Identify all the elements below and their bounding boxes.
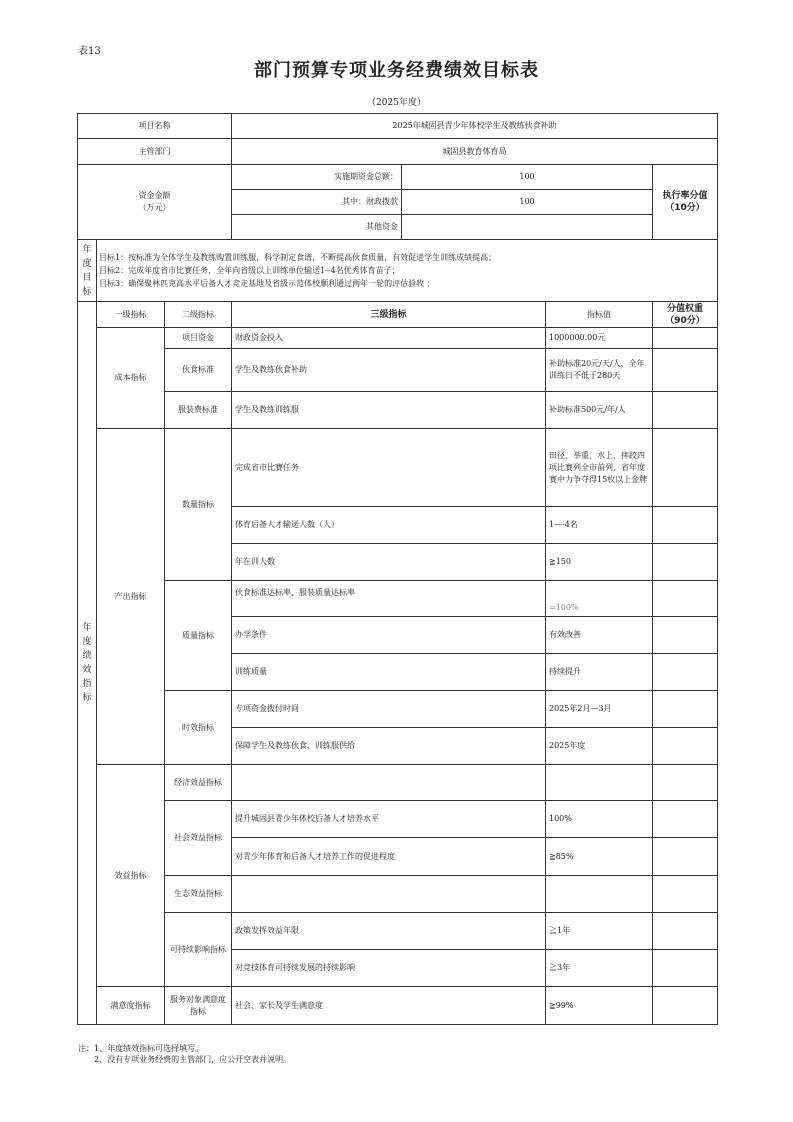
execution-score — [653, 165, 718, 240]
output-indicator-label: 产出指标 — [97, 429, 165, 765]
page-title: 部门预算专项业务经费绩效目标表 — [254, 60, 539, 81]
output-value: 田径、举重、水上、摔跤四项比赛列全市前列，省年度赛中力争夺得15枚以上金牌 — [546, 429, 653, 507]
output-l3: 伙食标准达标率、服装质量达标率 — [232, 581, 546, 617]
output-value: 持续提升 — [546, 654, 653, 691]
performance-target-table — [77, 113, 718, 1025]
output-weight — [653, 691, 718, 728]
department-value: 城固县教育体育局 — [232, 139, 718, 165]
satisfaction-weight — [653, 987, 718, 1025]
benefit-l3: 对青少年体育和后备人才培养工作的促进程度 — [232, 838, 546, 876]
economic-benefit-weight — [653, 765, 718, 801]
other-funds-value — [402, 215, 653, 240]
benefit-value: ≧1年 — [546, 913, 653, 950]
cost-l2: 服装费标准 — [165, 392, 232, 429]
fiscal-funds-value: 100 — [402, 190, 653, 215]
footnote-2: 2、没有专项业务经费的主管部门，应公开空表并说明。 — [94, 1055, 292, 1064]
benefit-weight — [653, 950, 718, 987]
output-value: 有效改善 — [546, 617, 653, 654]
output-weight — [653, 728, 718, 765]
benefit-value: ≧85% — [546, 838, 653, 876]
output-value: ≧150 — [546, 544, 653, 581]
output-value: 1—-4名 — [546, 507, 653, 544]
cost-indicator-label: 成本指标 — [97, 328, 165, 429]
execution-score-line1: 执行率分值 — [662, 191, 708, 201]
output-weight — [653, 581, 718, 617]
output-l3: 办学条件 — [232, 617, 546, 654]
satisfaction-value: ≧99% — [546, 987, 653, 1025]
output-weight — [653, 617, 718, 654]
output-weight — [653, 507, 718, 544]
total-funds-value: 100 — [402, 165, 653, 190]
benefit-indicator-label: 效益指标 — [97, 765, 165, 987]
output-l3: 保障学生及教练伙食、训练服供给 — [232, 728, 546, 765]
footnote-1: 注：1、年度绩效指标可选择填写。 — [78, 1044, 204, 1053]
header-weight — [653, 302, 718, 328]
economic-benefit-value — [546, 765, 653, 801]
footnotes — [78, 1043, 291, 1065]
output-weight — [653, 544, 718, 581]
header-level2: 二级指标 — [165, 302, 232, 328]
output-value: 2025年度 — [546, 728, 653, 765]
benefit-l3: 提升城固县青少年体校后备人才培养水平 — [232, 801, 546, 838]
sustainability-indicator-label: 可持续影响指标 — [165, 913, 232, 987]
cost-weight — [653, 328, 718, 349]
benefit-weight — [653, 838, 718, 876]
goal-1: 目标1：按标准为全体学生及教练购置训练服，科学制定食谱，不断提高伙食质量，有效促进学生训练成绩提高； — [99, 253, 497, 262]
annual-goals-label: 年度目标 — [78, 240, 97, 302]
satisfaction-indicator-label: 满意度指标 — [97, 987, 165, 1025]
goal-3: 目标3：确保聚林匹克高水平后备人才竞走基地及省级示范体校顺利通过两年一轮的评估验收 ； — [99, 279, 435, 288]
total-funds-label: 实施期资金总额： — [232, 165, 402, 190]
economic-benefit-label: 经济效益指标 — [165, 765, 232, 801]
budget-year: （2025年度） — [367, 98, 426, 108]
department-label: 主管部门 — [78, 139, 232, 165]
output-l3: 专项资金拨付时间 — [232, 691, 546, 728]
cost-value: 补助标准500元/年/人 — [546, 392, 653, 429]
cost-l2: 伙食标准 — [165, 349, 232, 392]
benefit-weight — [653, 913, 718, 950]
benefit-value: ≧3年 — [546, 950, 653, 987]
quality-indicator-label: 质量指标 — [165, 581, 232, 691]
project-name-value: 2025年城固县青少年体校学生及教练伙食补助 — [232, 114, 718, 139]
output-weight — [653, 429, 718, 507]
annual-goals-text — [97, 240, 718, 302]
cost-value: 1000000.00元 — [546, 328, 653, 349]
cost-l3: 学生及教练伙食补助 — [232, 349, 546, 392]
project-name-label: 项目名称 — [78, 114, 232, 139]
cost-value: 补助标准20元/天/人，全年训练日不低于280天 — [546, 349, 653, 392]
output-value: =100% — [546, 581, 653, 617]
ecological-benefit-weight — [653, 876, 718, 913]
ecological-benefit-l3 — [232, 876, 546, 913]
output-value: 2025年2月—3月 — [546, 691, 653, 728]
cost-weight — [653, 392, 718, 429]
other-funds-label: 其他资金 — [232, 215, 402, 240]
fund-amount-label-line2: （万元） — [138, 203, 171, 212]
service-satisfaction-label: 服务对象满意度指标 — [165, 987, 232, 1025]
output-weight — [653, 654, 718, 691]
header-indicator-value: 指标值 — [546, 302, 653, 328]
table-number: 表13 — [78, 46, 101, 57]
benefit-l3: 对竞技体育可持续发展的持续影响 — [232, 950, 546, 987]
ecological-benefit-value — [546, 876, 653, 913]
satisfaction-l3: 社会、家长及学生满意度 — [232, 987, 546, 1025]
economic-benefit-l3 — [232, 765, 546, 801]
benefit-value: 100% — [546, 801, 653, 838]
ecological-benefit-label: 生态效益指标 — [165, 876, 232, 913]
benefit-l3: 政策发挥效益年限 — [232, 913, 546, 950]
quantity-indicator-label: 数量指标 — [165, 429, 232, 581]
output-l3: 体育后备人才输送人数（人） — [232, 507, 546, 544]
fund-amount-label — [78, 165, 232, 240]
header-weight-line2: （90分） — [665, 315, 705, 326]
execution-score-line2: （10分） — [665, 203, 705, 213]
fund-amount-label-line1: 资金金额 — [138, 191, 171, 200]
cost-l3: 学生及教练训练服 — [232, 392, 546, 429]
cost-l2: 项目资金 — [165, 328, 232, 349]
cost-l3: 财政资金投入 — [232, 328, 546, 349]
output-l3: 完成省市比赛任务 — [232, 429, 546, 507]
header-level3: 三级指标 — [232, 302, 546, 328]
annual-indicators-label: 年度绩效指标 — [78, 302, 97, 1025]
timeliness-indicator-label: 时效指标 — [165, 691, 232, 765]
benefit-weight — [653, 801, 718, 838]
cost-weight — [653, 349, 718, 392]
header-weight-line1: 分值权重 — [667, 303, 704, 314]
header-level1: 一级指标 — [97, 302, 165, 328]
goal-2: 目标2：完成年度省市比赛任务，全年向省级以上训练单位输送1--4名优秀体育苗子； — [99, 266, 400, 275]
output-l3: 年在训人数 — [232, 544, 546, 581]
output-l3: 训练质量 — [232, 654, 546, 691]
fiscal-funds-label: 其中：财政拨款 — [232, 190, 402, 215]
social-benefit-label: 社会效益指标 — [165, 801, 232, 876]
